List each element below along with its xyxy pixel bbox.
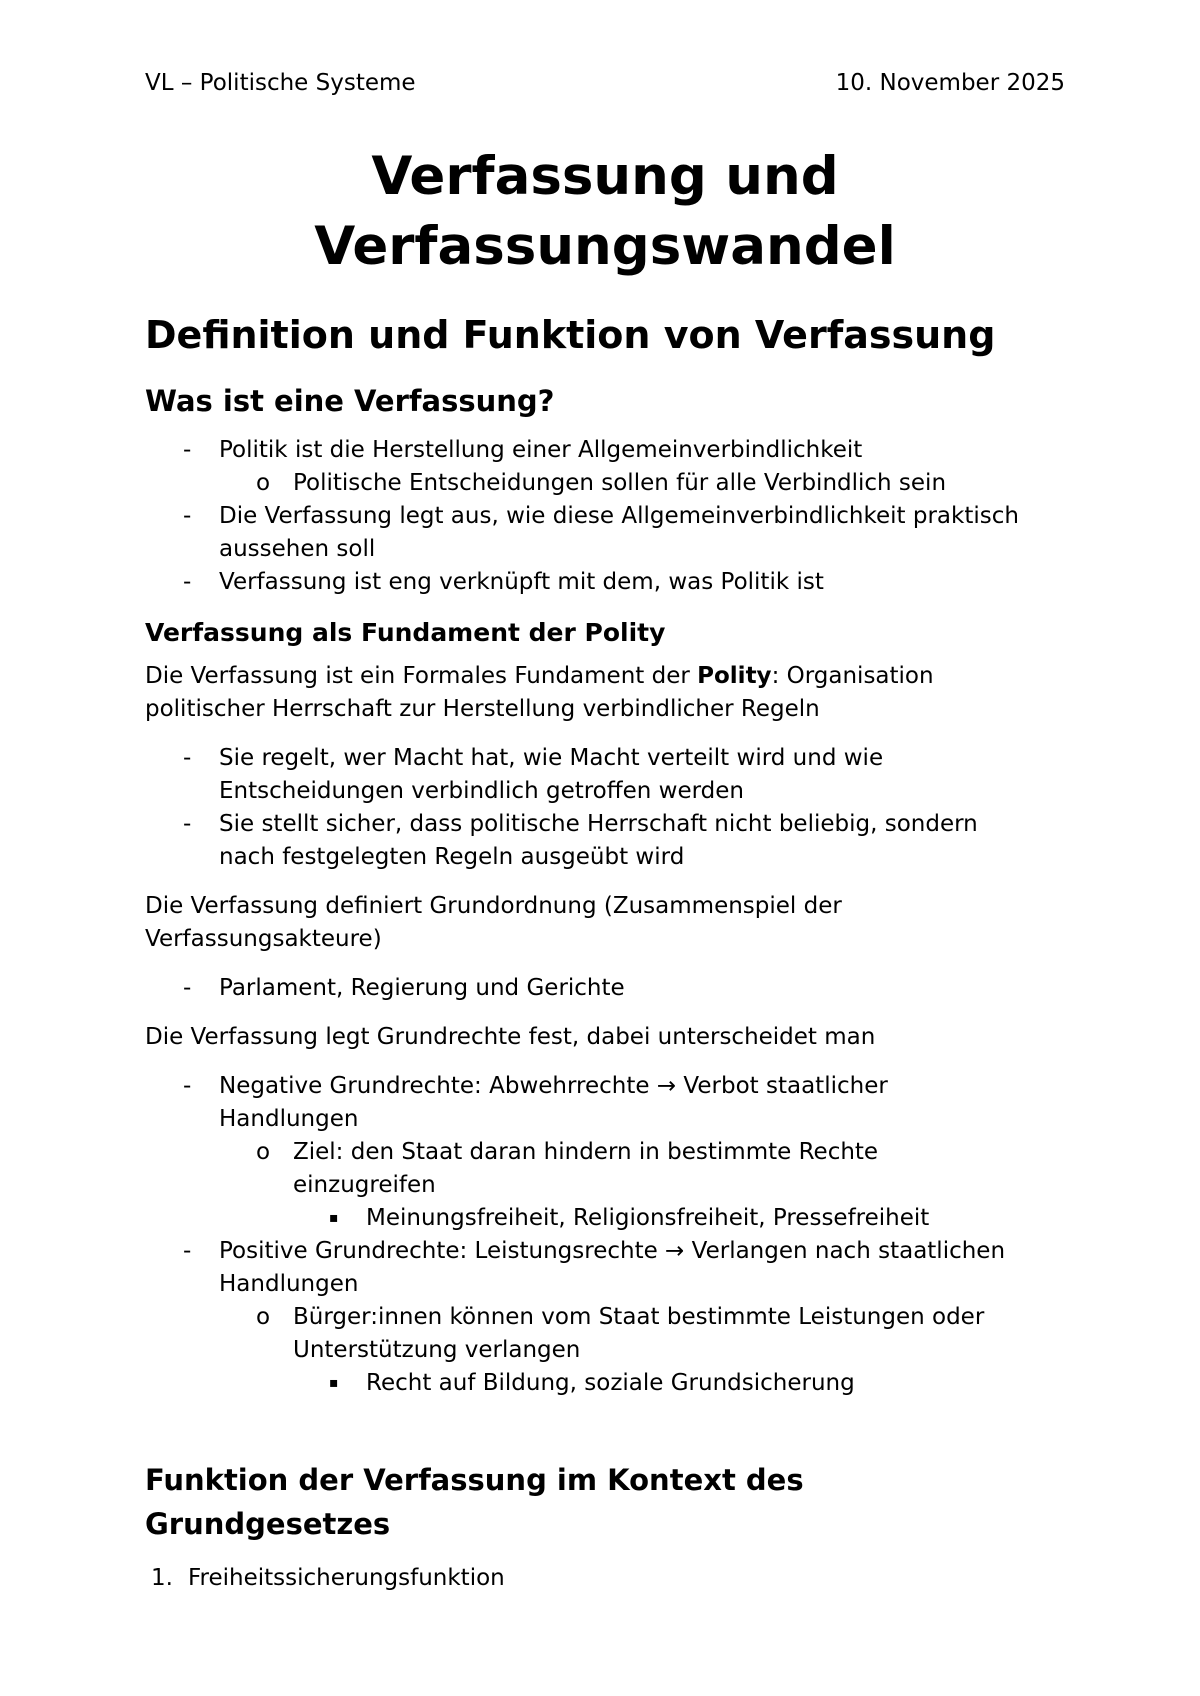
bullet-circle: o	[256, 1304, 271, 1330]
bullet-dash: -	[183, 503, 192, 529]
paragraph-text: : Organisation	[771, 663, 934, 689]
list-item: Politik ist die Herstellung einer Allgemeinverbindlichkeit	[219, 437, 863, 463]
subheading-fundament: Verfassung als Fundament der Polity	[145, 618, 666, 647]
bullet-dash: -	[183, 745, 192, 771]
list-item: Parlament, Regierung und Gerichte	[219, 975, 625, 1001]
list-item: Sie regelt, wer Macht hat, wie Macht verteilt wird und wie	[219, 745, 884, 771]
section-heading-definition: Definition und Funktion von Verfassung	[145, 313, 996, 357]
bullet-square: ▪	[329, 1210, 339, 1226]
list-item: Recht auf Bildung, soziale Grundsicherung	[366, 1370, 855, 1396]
list-item-cont: einzugreifen	[293, 1172, 436, 1198]
list-item: Positive Grundrechte: Leistungsrechte → Verlangen nach staatlichen	[219, 1238, 1006, 1264]
list-item: Ziel: den Staat daran hindern in bestimmte Rechte	[293, 1139, 879, 1165]
section-heading-funktion-line2: Grundgesetzes	[145, 1507, 391, 1541]
list-number: 1.	[151, 1565, 173, 1591]
bullet-dash: -	[183, 811, 192, 837]
polity-term: Polity	[697, 663, 772, 689]
paragraph-grundordnung: Die Verfassung definiert Grundordnung (Zusammenspiel der	[145, 893, 842, 919]
bullet-circle: o	[256, 1139, 271, 1165]
list-item-cont: Unterstützung verlangen	[293, 1337, 581, 1363]
list-item: Negative Grundrechte: Abwehrrechte → Verbot staatlicher	[219, 1073, 888, 1099]
subheading-was-ist: Was ist eine Verfassung?	[145, 384, 555, 418]
list-item: Sie stellt sicher, dass politische Herrschaft nicht beliebig, sondern	[219, 811, 978, 837]
list-item-cont: Entscheidungen verbindlich getroffen werden	[219, 778, 744, 804]
bullet-dash: -	[183, 1238, 192, 1264]
bullet-dash: -	[183, 1073, 192, 1099]
list-item: Verfassung ist eng verknüpft mit dem, was Politik ist	[219, 569, 824, 595]
list-item: Freiheitssicherungsfunktion	[188, 1565, 505, 1591]
section-heading-funktion: Funktion der Verfassung im Kontext des	[145, 1463, 804, 1497]
bullet-dash: -	[183, 437, 192, 463]
header-left: VL – Politische Systeme	[145, 70, 416, 96]
list-item: Politische Entscheidungen sollen für alle Verbindlich sein	[293, 470, 947, 496]
bullet-square: ▪	[329, 1375, 339, 1391]
header-date: 10. November 2025	[835, 70, 1065, 96]
title-line-2: Verfassungswandel	[314, 216, 896, 277]
list-item-cont: Handlungen	[219, 1106, 359, 1132]
list-item: Die Verfassung legt aus, wie diese Allgemeinverbindlichkeit praktisch	[219, 503, 1019, 529]
list-item-cont: Handlungen	[219, 1271, 359, 1297]
document-title	[145, 142, 1065, 282]
list-item-cont: aussehen soll	[219, 536, 376, 562]
title-line-1: Verfassung und	[371, 146, 839, 207]
bullet-circle: o	[256, 470, 271, 496]
paragraph-line: Verfassungsakteure)	[145, 926, 382, 952]
paragraph-grundrechte: Die Verfassung legt Grundrechte fest, dabei unterscheidet man	[145, 1024, 876, 1050]
list-item: Meinungsfreiheit, Religionsfreiheit, Pressefreiheit	[366, 1205, 930, 1231]
bullet-dash: -	[183, 975, 192, 1001]
list-item-cont: nach festgelegten Regeln ausgeübt wird	[219, 844, 685, 870]
paragraph-line: politischer Herrschaft zur Herstellung verbindlicher Regeln	[145, 696, 820, 722]
paragraph-text: Die Verfassung ist ein Formales Fundament der	[145, 663, 698, 689]
list-item: Bürger:innen können vom Staat bestimmte Leistungen oder	[293, 1304, 985, 1330]
paragraph-polity	[145, 660, 1075, 693]
bullet-dash: -	[183, 569, 192, 595]
